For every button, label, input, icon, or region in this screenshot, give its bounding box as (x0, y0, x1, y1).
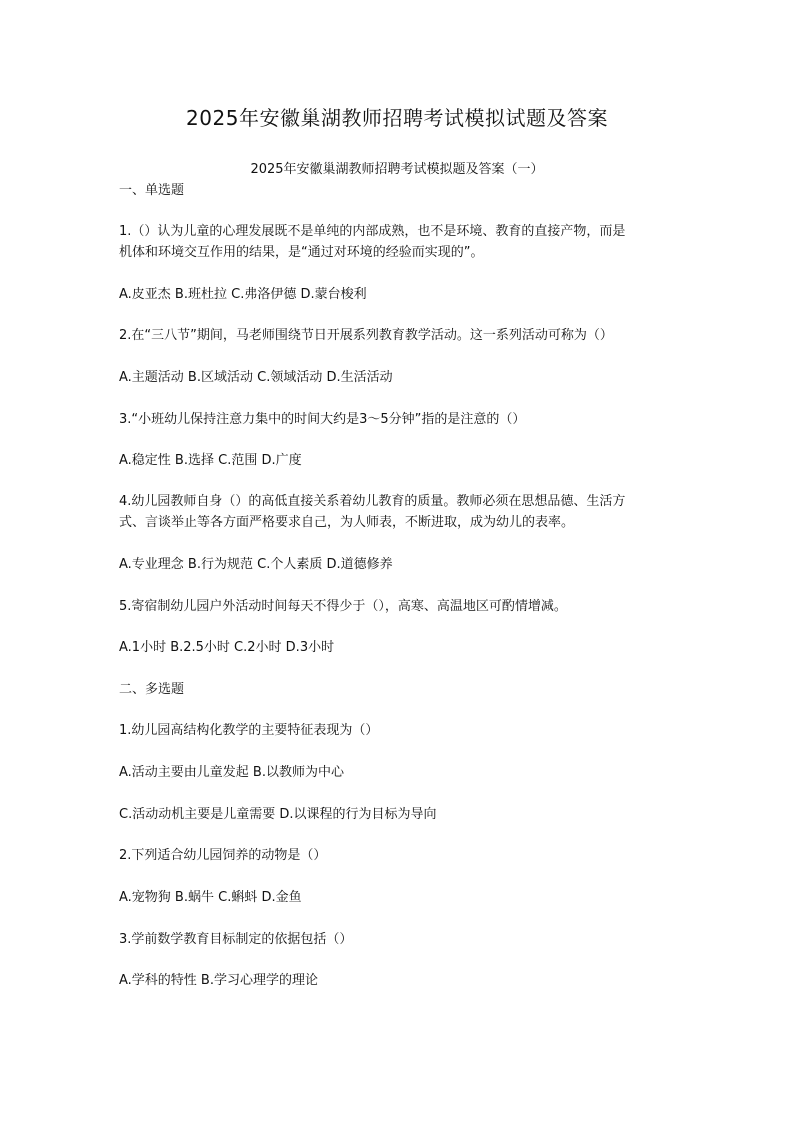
section-heading-multiple-choice: 二、多选题 (119, 682, 185, 697)
question-4-stem-line-1: 4.幼儿园教师自身（）的高低直接关系着幼儿教育的质量。教师必须在思想品德、生活方 (119, 494, 626, 509)
question-1-stem-line-1: 1.（）认为儿童的心理发展既不是单纯的内部成熟，也不是环境、教育的直接产物，而是 (119, 224, 626, 239)
question-4-stem-line-2: 式、言谈举止等各方面严格要求自己，为人师表，不断进取，成为幼儿的表率。 (119, 515, 575, 530)
mc-question-1-options-line-1: A.活动主要由儿童发起 B.以教师为中心 (119, 765, 344, 780)
document-subtitle: 2025年安徽巢湖教师招聘考试模拟题及答案（一） (250, 162, 544, 177)
mc-question-2-options: A.宠物狗 B.蜗牛 C.蝌蚪 D.金鱼 (119, 890, 302, 905)
question-2-stem: 2.在“三八节”期间，马老师围绕节日开展系列教育教学活动。这一系列活动可称为（） (119, 328, 613, 343)
mc-question-2-stem: 2.下列适合幼儿园饲养的动物是（） (119, 848, 327, 863)
question-3-stem: 3.“小班幼儿保持注意力集中的时间大约是3～5分钟”指的是注意的（） (119, 412, 526, 427)
section-heading-single-choice: 一、单选题 (119, 183, 185, 198)
mc-question-3-options: A.学科的特性 B.学习心理学的理论 (119, 973, 318, 988)
question-2-options: A.主题活动 B.区域活动 C.领域活动 D.生活活动 (119, 370, 393, 385)
mc-question-3-stem: 3.学前数学教育目标制定的依据包括（） (119, 932, 353, 947)
question-4-options: A.专业理念 B.行为规范 C.个人素质 D.道德修养 (119, 557, 393, 572)
question-5-stem: 5.寄宿制幼儿园户外活动时间每天不得少于（），高寒、高温地区可酌情增减。 (119, 599, 567, 614)
question-1-stem-line-2: 机体和环境交互作用的结果，是“通过对环境的经验而实现的”。 (119, 245, 484, 260)
question-1-options: A.皮亚杰 B.班杜拉 C.弗洛伊德 D.蒙台梭利 (119, 287, 367, 302)
mc-question-1-options-line-2: C.活动动机主要是儿童需要 D.以课程的行为目标为导向 (119, 807, 437, 822)
document-title: 2025年安徽巢湖教师招聘考试模拟试题及答案 (186, 106, 608, 130)
mc-question-1-stem: 1.幼儿园高结构化教学的主要特征表现为（） (119, 723, 379, 738)
question-3-options: A.稳定性 B.选择 C.范围 D.广度 (119, 453, 302, 468)
question-5-options: A.1小时 B.2.5小时 C.2小时 D.3小时 (119, 640, 335, 655)
